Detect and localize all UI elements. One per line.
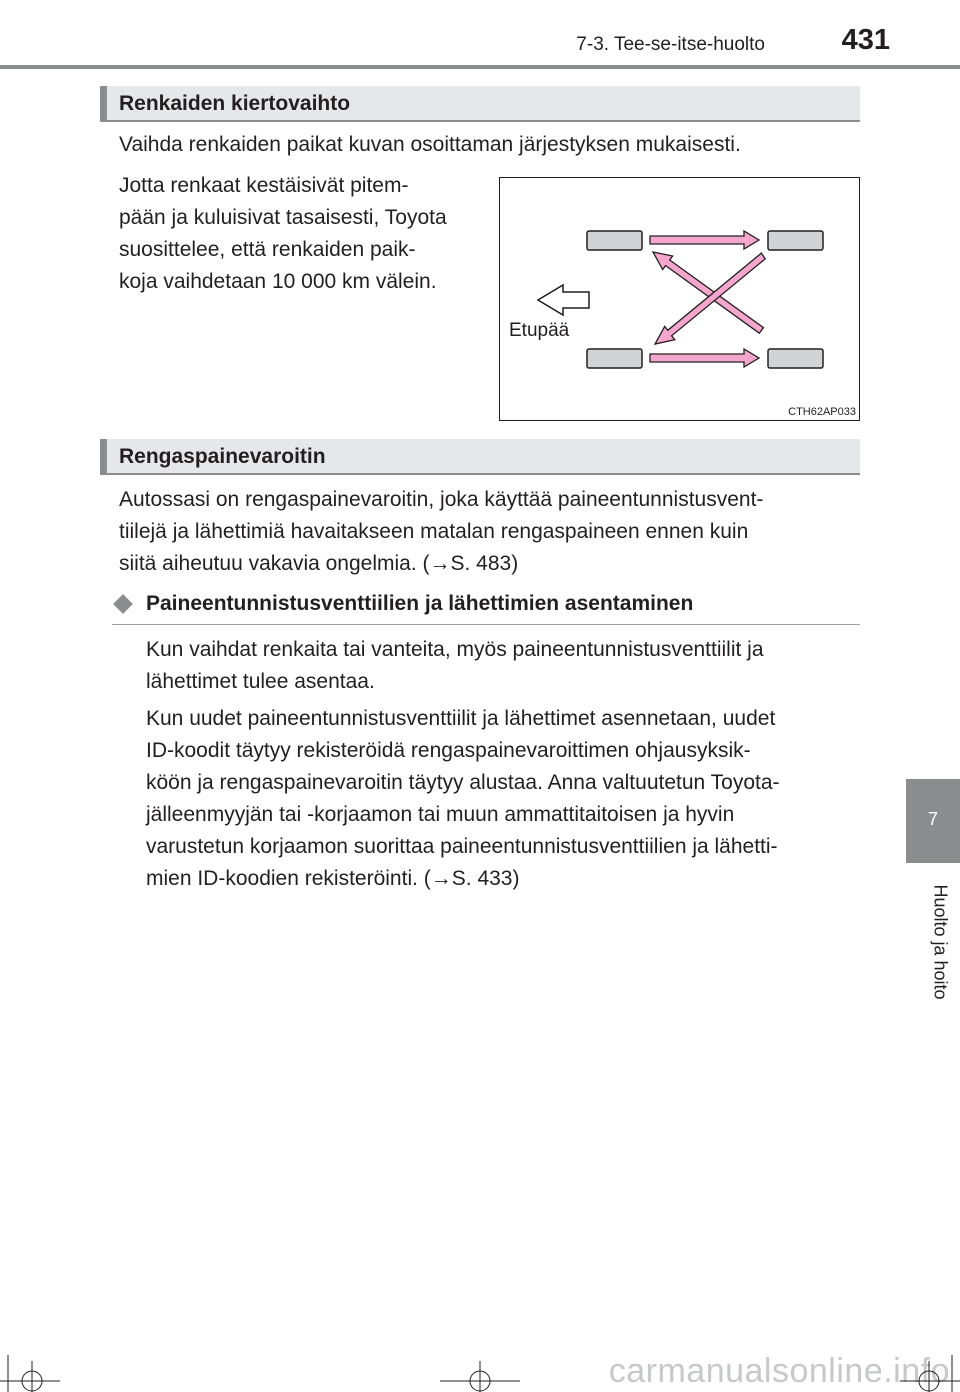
page-number: 431 <box>841 24 890 56</box>
tire-rotation-figure <box>499 177 860 421</box>
subsection-paragraph-1 <box>146 634 860 698</box>
arrow-front-right-icon <box>650 231 759 249</box>
text-line: Kun vaihdat renkaita tai vanteita, myös paineentunnistusventtiilit ja <box>146 638 764 661</box>
front-label: Etupää <box>509 320 570 341</box>
tire-front-right <box>768 231 823 250</box>
front-direction-arrow-icon <box>538 285 589 315</box>
text-line: Autossasi on rengaspainevaroitin, joka käyttää paineentunnistusvent- <box>119 488 764 511</box>
header-rule <box>0 65 960 69</box>
chapter-label: Huolto ja hoito <box>930 884 951 1000</box>
chapter-number: 7 <box>927 809 938 829</box>
paragraph: Vaihda renkaiden paikat kuvan osoittaman järjestyksen mukaisesti. <box>119 133 741 156</box>
subsection-paragraph-2 <box>146 703 860 895</box>
watermark: carmanualsonline.info <box>608 1352 950 1390</box>
text-line: Kun uudet paineentunnistusventtiilit ja lähettimet asennetaan, uudet <box>146 707 776 730</box>
tire-rotation-diagram <box>500 178 859 420</box>
section-heading-text: Renkaiden kiertovaihto <box>119 92 351 115</box>
figure-code: CTH62AP033 <box>788 406 856 418</box>
tpms-intro-paragraph <box>119 484 860 580</box>
header-section-title: 7-3. Tee-se-itse-huolto <box>576 34 765 55</box>
tire-rear-right <box>768 349 823 368</box>
chapter-tab <box>906 779 960 863</box>
text-line: pään ja kuluisivat tasaisesti, Toyota <box>119 206 447 229</box>
section-heading-tire-rotation <box>100 86 860 122</box>
text-line: ID-koodit täytyy rekisteröidä rengaspainevaroittimen ohjausyksik- <box>146 739 751 762</box>
subsection-title: Paineentunnistusventtiilien ja lähettimien asentaminen <box>146 592 694 615</box>
tire-front-left <box>587 231 642 250</box>
text-line: Jotta renkaat kestäisivät pitem- <box>119 174 409 197</box>
arrow-diagonal-up-icon <box>653 252 763 333</box>
crop-marks <box>0 1355 960 1392</box>
text-line: varustetun korjaamon suorittaa paineentunnistusventtiilien ja lähetti- <box>146 835 778 858</box>
text-line: siitä aiheutuu vakavia ongelmia. (→S. 483) <box>119 552 519 575</box>
diamond-bullet-icon <box>113 594 133 614</box>
text-line: tiilejä ja lähettimiä havaitakseen matalan rengaspaineen ennen kuin <box>119 520 749 543</box>
text-line: suosittelee, että renkaiden paik- <box>119 238 416 261</box>
arrow-rear-right-icon <box>650 349 759 367</box>
text-line: mien ID-koodien rekisteröinti. (→S. 433) <box>146 867 520 890</box>
tire-rear-left <box>587 349 642 368</box>
text-line: jälleenmyyjän tai -korjaamon tai muun ammattitaitoisen ja hyvin <box>146 803 735 826</box>
text-line: köön ja rengaspainevaroitin täytyy alustaa. Anna valtuutetun Toyota- <box>146 771 780 794</box>
subsection-heading <box>112 590 860 625</box>
section-heading-text: Rengaspainevaroitin <box>119 445 326 468</box>
text-line: lähettimet tulee asentaa. <box>146 670 375 693</box>
rotation-recommendation-paragraph <box>119 170 477 298</box>
text-line: koja vaihdetaan 10 000 km välein. <box>119 270 437 293</box>
section-heading-tpms <box>100 439 860 475</box>
